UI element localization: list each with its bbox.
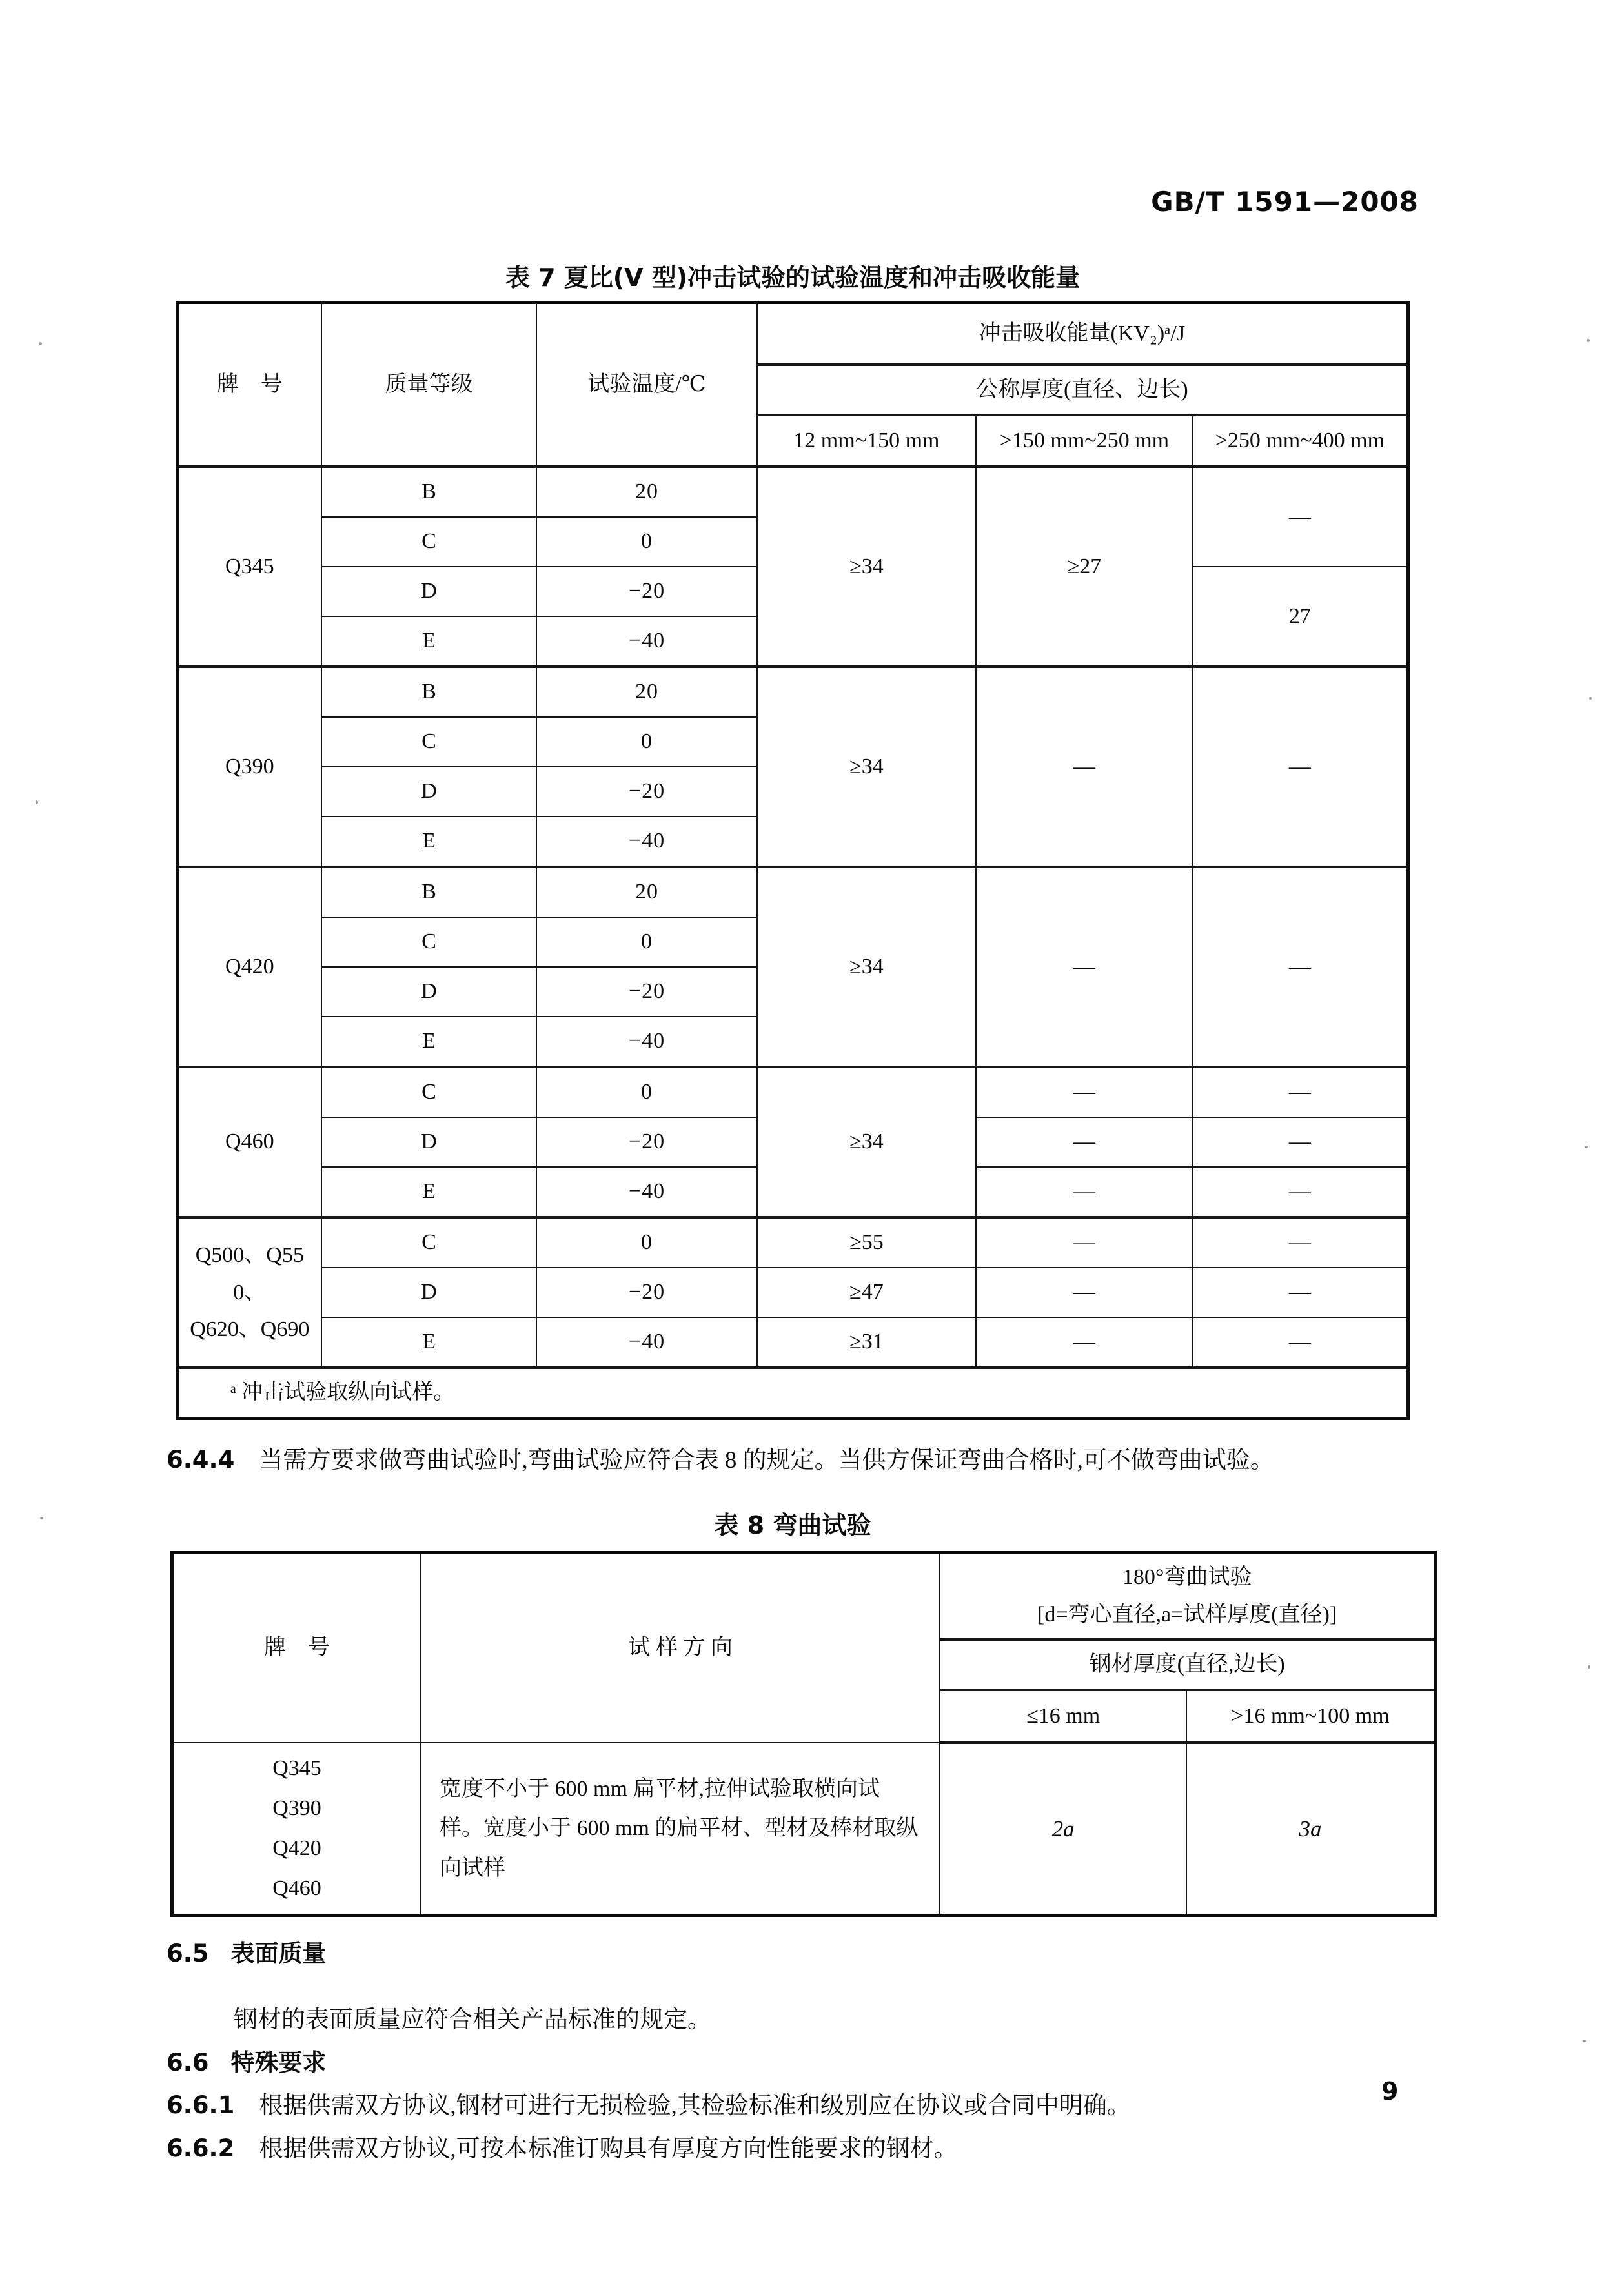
clause-text: 当需方要求做弯曲试验时,弯曲试验应符合表 8 的规定。当供方保证弯曲合格时,可不做弯曲试验。: [259, 1447, 1274, 1474]
table-row: [172, 1743, 1436, 1916]
energy-cell: —: [976, 667, 1193, 867]
quality-cell: C: [321, 1217, 537, 1268]
temp-cell: −40: [536, 817, 756, 867]
grade-line: Q390: [272, 1796, 321, 1820]
quality-cell: C: [321, 717, 537, 767]
t7-header-range1: 12 mm~150 mm: [757, 415, 976, 467]
table8-title: 表 8 弯曲试验: [714, 1511, 871, 1539]
clause-number: 6.6.2: [167, 2135, 235, 2162]
scan-noise-dot: [1588, 1665, 1590, 1669]
energy-cell: ≥31: [757, 1317, 976, 1368]
energy-cell: —: [976, 1268, 1193, 1317]
clause-number: 6.5: [167, 1940, 209, 1967]
standard-number-header: GB/T 1591—2008: [1151, 186, 1419, 218]
t8-bend-value-2: 3a: [1186, 1743, 1436, 1916]
temp-cell: 0: [536, 717, 756, 767]
quality-cell: B: [321, 867, 537, 917]
temp-cell: −40: [536, 1167, 756, 1217]
quality-cell: D: [321, 967, 537, 1017]
quality-cell: E: [321, 616, 537, 667]
t7-header-grade: 牌 号: [178, 303, 321, 467]
page-number: 9: [1381, 2077, 1399, 2105]
temp-cell: 0: [536, 917, 756, 967]
temp-cell: 0: [536, 1217, 756, 1268]
t7-grade-q345: Q345: [178, 467, 321, 667]
energy-cell: —: [1193, 1268, 1408, 1317]
table-row: [178, 1217, 1408, 1268]
quality-cell: E: [321, 1017, 537, 1067]
scan-noise-dot: [36, 800, 38, 804]
clause-6-6-1: [167, 2084, 1419, 2127]
temp-cell: −40: [536, 1317, 756, 1368]
clause-number: 6.6: [167, 2049, 209, 2076]
t7-header-thickness: 公称厚度(直径、边长): [757, 365, 1408, 415]
energy-cell: —: [1193, 1067, 1408, 1117]
energy-cell: ≥27: [976, 467, 1193, 667]
clause-6-4-4: [167, 1439, 1419, 1481]
energy-cell: —: [1193, 467, 1408, 567]
t7-grade-q390: Q390: [178, 667, 321, 867]
quality-cell: D: [321, 767, 537, 817]
clause-text: 根据供需双方协议,钢材可进行无损检验,其检验标准和级别应在协议或合同中明确。: [259, 2093, 1131, 2119]
quality-cell: E: [321, 817, 537, 867]
clause-6-5-body: 钢材的表面质量应符合相关产品标准的规定。: [234, 2007, 711, 2033]
energy-cell: —: [1193, 667, 1408, 867]
t8-header-range2: >16 mm~100 mm: [1186, 1690, 1436, 1743]
quality-cell: D: [321, 1117, 537, 1167]
table-row: [178, 1317, 1408, 1368]
t8-direction-text: 宽度不小于 600 mm 扁平材,拉伸试验取横向试样。宽度小于 600 mm 的扁平材、型材及棒材取纵向试样: [421, 1743, 940, 1916]
clause-number: 6.6.1: [167, 2091, 235, 2119]
quality-cell: B: [321, 667, 537, 717]
energy-cell: ≥34: [757, 467, 976, 667]
clause-6-5-heading: [167, 1932, 1419, 1975]
t7-header-energy: 冲击吸收能量(KV₂)ᵃ/J: [757, 303, 1408, 365]
energy-cell: —: [1193, 867, 1408, 1067]
t7-grade-q420: Q420: [178, 867, 321, 1067]
temp-cell: 0: [536, 517, 756, 567]
t8-header-direction: 试 样 方 向: [421, 1553, 940, 1743]
temp-cell: −20: [536, 967, 756, 1017]
t8-header-thickness: 钢材厚度(直径,边长): [940, 1639, 1435, 1690]
t8-header-grade: 牌 号: [172, 1553, 421, 1743]
table-row: [178, 667, 1408, 717]
energy-cell: —: [976, 1167, 1193, 1217]
table-row: [178, 867, 1408, 917]
quality-cell: C: [321, 1067, 537, 1117]
grade-line: Q500、Q550、: [195, 1242, 304, 1304]
clause-6-6-heading: [167, 2042, 1419, 2084]
table-row: [178, 1268, 1408, 1317]
t7-header-range3: >250 mm~400 mm: [1193, 415, 1408, 467]
energy-cell: —: [1193, 1117, 1408, 1167]
temp-cell: −40: [536, 1017, 756, 1067]
bend-test-line2: [d=弯心直径,a=试样厚度(直径)]: [1037, 1603, 1337, 1627]
temp-cell: −20: [536, 1268, 756, 1317]
scan-noise-dot: [1589, 697, 1592, 700]
bend-test-line1: 180°弯曲试验: [1122, 1565, 1252, 1590]
t7-grade-q500-group: [178, 1217, 321, 1368]
temp-cell: 20: [536, 467, 756, 517]
quality-cell: D: [321, 1268, 537, 1317]
t7-grade-q460: Q460: [178, 1067, 321, 1217]
t7-header-range2: >150 mm~250 mm: [976, 415, 1193, 467]
clause-title: 特殊要求: [230, 2049, 327, 2076]
scan-noise-dot: [39, 342, 42, 345]
scan-noise-dot: [1583, 2040, 1586, 2042]
clause-text: 根据供需双方协议,可按本标准订购具有厚度方向性能要求的钢材。: [259, 2136, 958, 2162]
quality-cell: B: [321, 467, 537, 517]
t8-header-bend-test: [940, 1553, 1435, 1640]
temp-cell: −40: [536, 616, 756, 667]
temp-cell: −20: [536, 767, 756, 817]
energy-cell: —: [976, 867, 1193, 1067]
quality-cell: E: [321, 1317, 537, 1368]
energy-cell: ≥34: [757, 667, 976, 867]
table8: [170, 1551, 1437, 1917]
temp-cell: 0: [536, 1067, 756, 1117]
quality-cell: E: [321, 1167, 537, 1217]
scan-noise-dot: [1585, 1146, 1588, 1148]
grade-line: Q620、Q690: [190, 1317, 310, 1342]
table-row: [178, 1067, 1408, 1117]
energy-cell: ≥34: [757, 1067, 976, 1217]
temp-cell: −20: [536, 1117, 756, 1167]
t7-header-temp: 试验温度/℃: [536, 303, 756, 467]
energy-cell: —: [1193, 1167, 1408, 1217]
quality-cell: C: [321, 517, 537, 567]
energy-cell: ≥47: [757, 1268, 976, 1317]
energy-cell: ≥55: [757, 1217, 976, 1268]
t8-bend-value-1: 2a: [940, 1743, 1186, 1916]
grade-line: Q460: [272, 1876, 321, 1900]
energy-cell: —: [1193, 1217, 1408, 1268]
energy-cell: —: [976, 1217, 1193, 1268]
t8-grades: [172, 1743, 421, 1916]
clause-6-6-2: [167, 2127, 1419, 2171]
table-row: [178, 1368, 1408, 1419]
t8-header-range1: ≤16 mm: [940, 1690, 1186, 1743]
table7: [176, 301, 1410, 1420]
quality-cell: C: [321, 917, 537, 967]
table-row: [178, 467, 1408, 517]
grade-line: Q345: [272, 1756, 321, 1780]
grade-line: Q420: [272, 1836, 321, 1860]
energy-cell: —: [976, 1117, 1193, 1167]
energy-cell: 27: [1193, 567, 1408, 667]
energy-cell: ≥34: [757, 867, 976, 1067]
energy-cell: —: [976, 1317, 1193, 1368]
energy-cell: —: [976, 1067, 1193, 1117]
t7-header-quality: 质量等级: [321, 303, 537, 467]
quality-cell: D: [321, 567, 537, 616]
scan-noise-dot: [40, 1517, 43, 1519]
energy-cell: —: [1193, 1317, 1408, 1368]
temp-cell: 20: [536, 867, 756, 917]
clause-number: 6.4.4: [167, 1446, 235, 1474]
temp-cell: 20: [536, 667, 756, 717]
scan-noise-dot: [1587, 339, 1590, 342]
clause-title: 表面质量: [230, 1940, 327, 1967]
temp-cell: −20: [536, 567, 756, 616]
table7-title: 表 7 夏比(V 型)冲击试验的试验温度和冲击吸收能量: [505, 263, 1081, 292]
t7-footnote: ᵃ 冲击试验取纵向试样。: [178, 1368, 1408, 1419]
